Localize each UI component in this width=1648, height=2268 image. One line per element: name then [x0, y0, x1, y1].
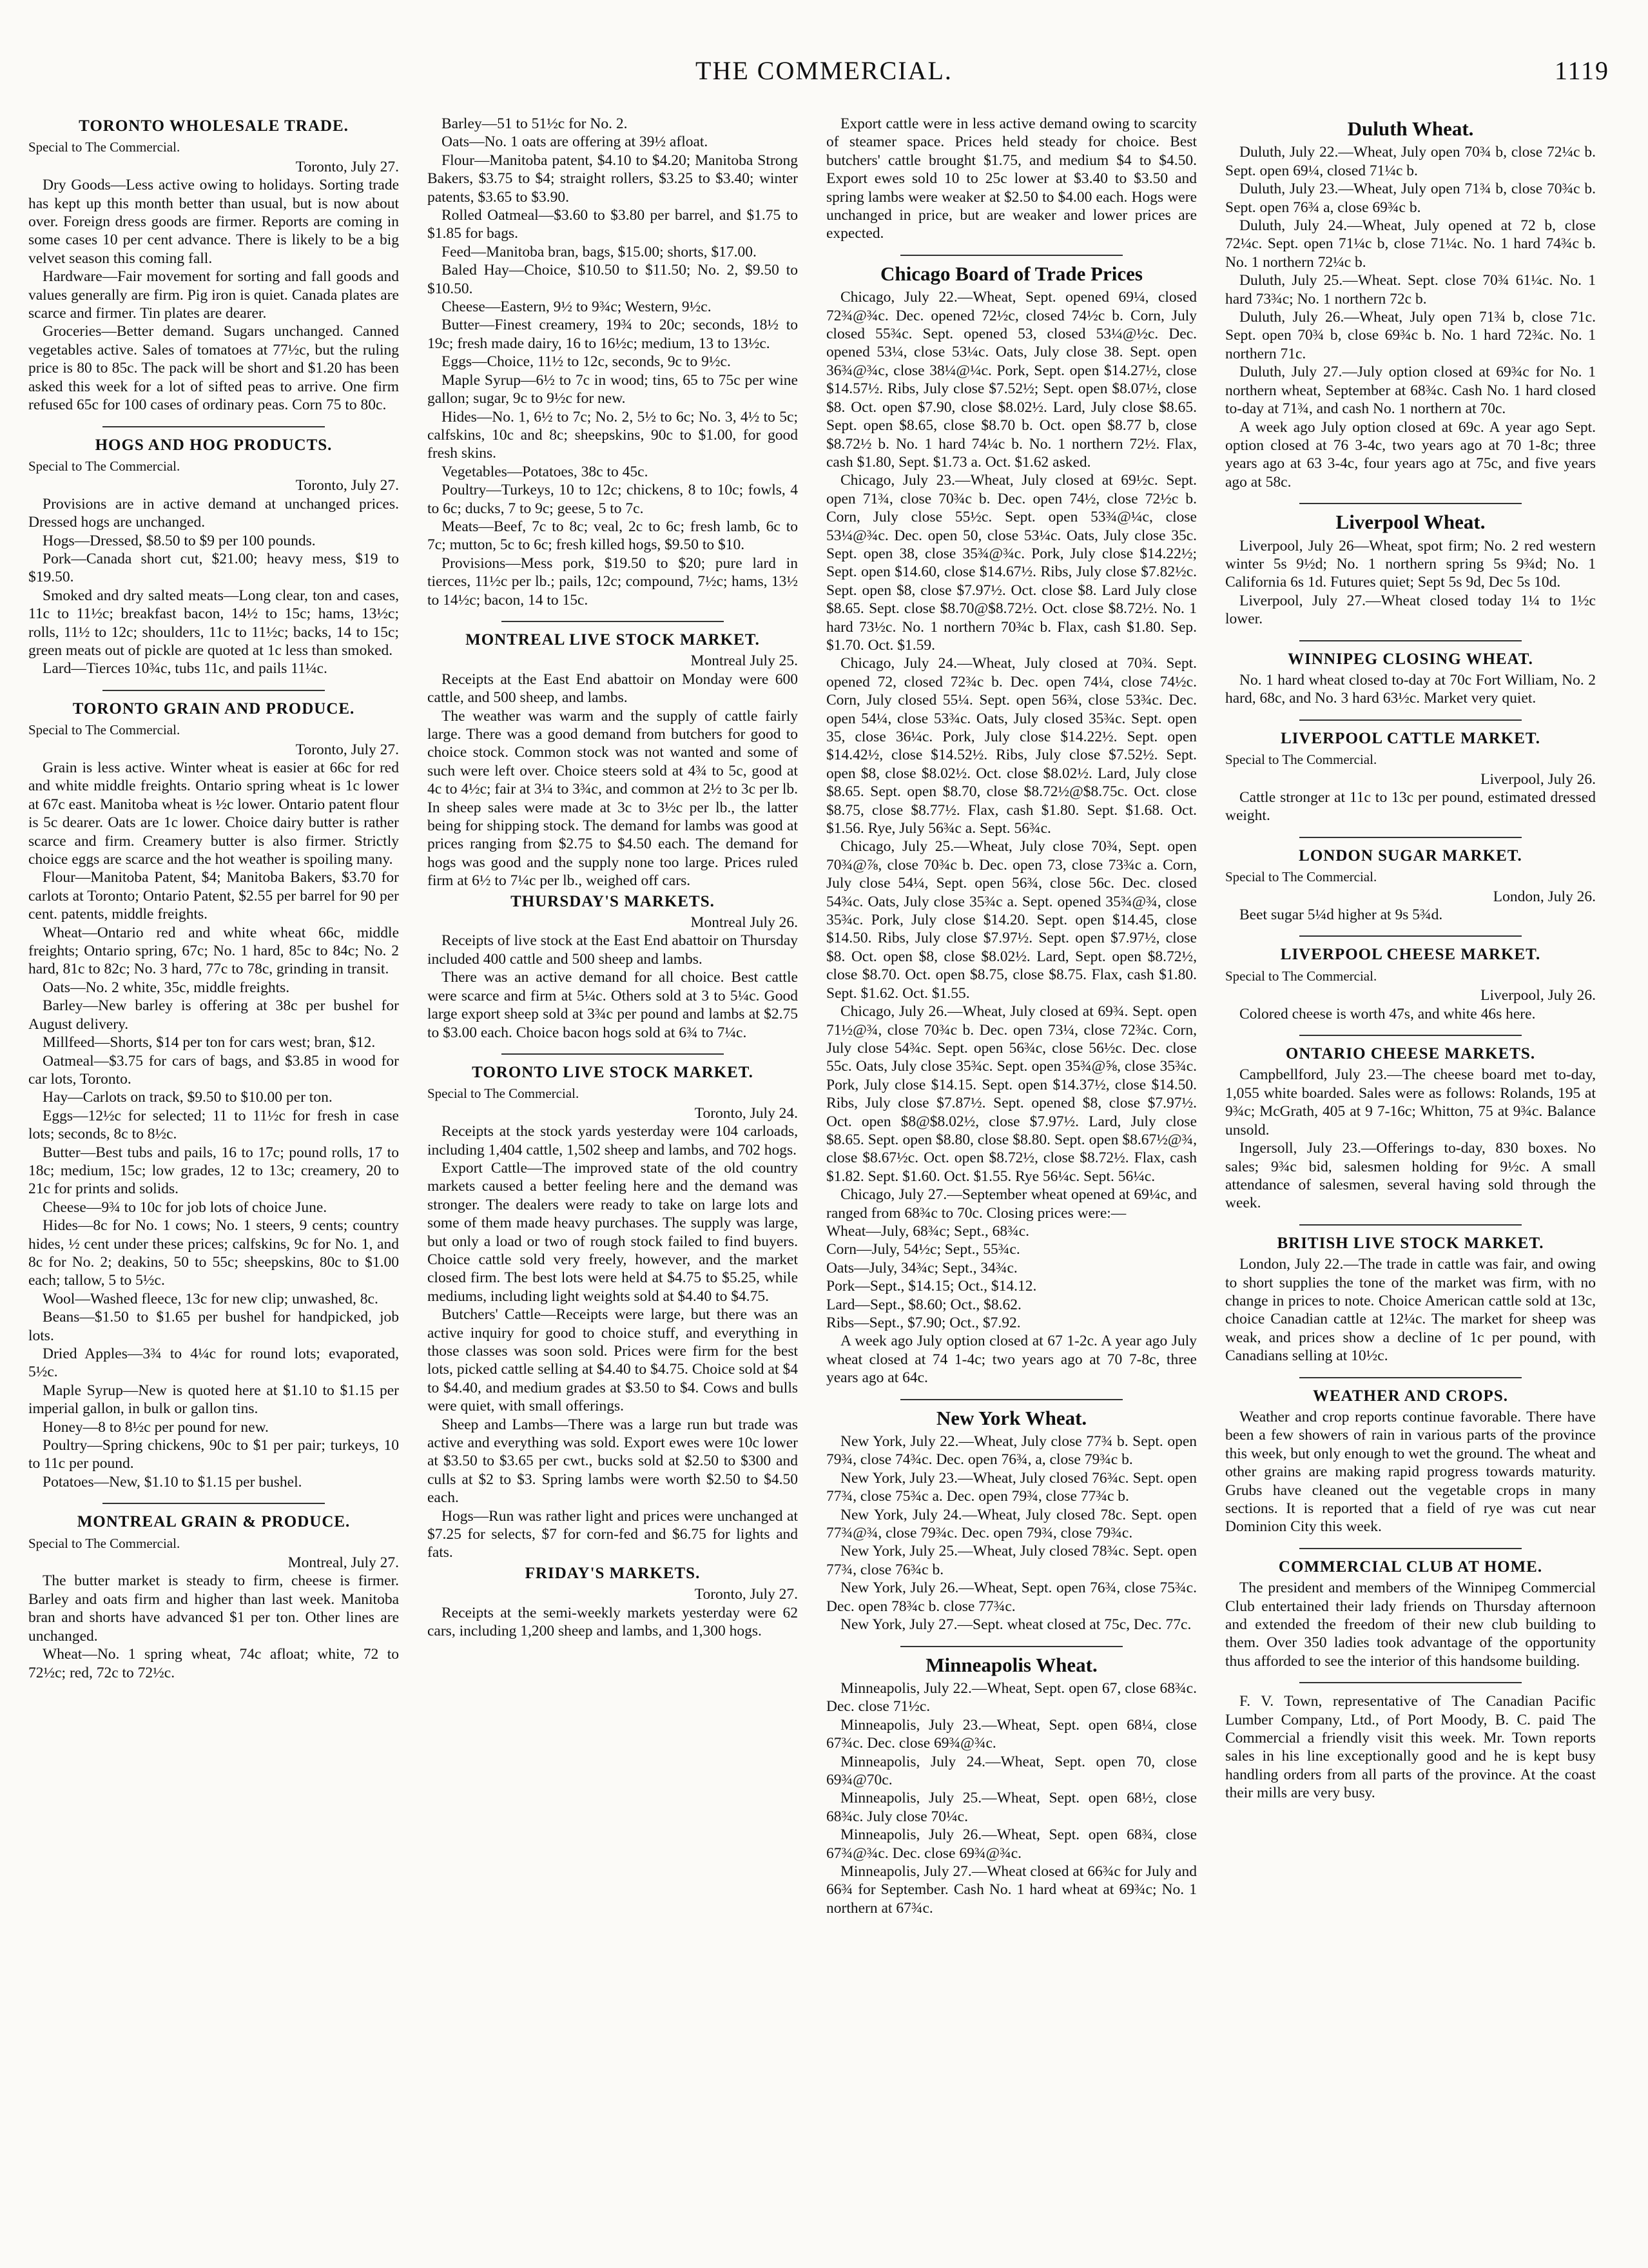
paragraph: No. 1 hard wheat closed to-day at 70c Fort William, No. 2 hard, 68c, and No. 3 hard 63½c. Market very quiet. [1225, 671, 1596, 707]
paragraph: Poultry—Turkeys, 10 to 12c; chickens, 8 to 10c; fowls, 4 to 6c; ducks, 7 to 9c; geese, 5 to 7c. [427, 482, 798, 517]
paragraph: Receipts of live stock at the East End abattoir on Thursday included 400 cattle and 500 sheep and lambs. [427, 932, 798, 968]
paragraph: Oats—No. 2 white, 35c, middle freights. [43, 979, 290, 996]
article-commercial-club [1225, 1558, 1596, 1670]
paragraph: New York, July 26.—Wheat, Sept. open 76¾, close 75¾c. Dec. open 78¾c b. close 77¾c. [826, 1579, 1197, 1615]
article-toronto-live-stock [427, 1064, 798, 1562]
article-chicago-board [826, 262, 1197, 1387]
divider [1299, 1035, 1522, 1036]
paragraph: There was an active demand for all choice. Best cattle were scarce and firm at 5¼c. Others sold at 3 to 5¼c. Good large export sheep sold at 3¾c per pound and lambs at $2.75 to $3.00 each. Choice bacon hogs sold at 6¾ to 7¼c. [427, 969, 798, 1041]
paragraph: Duluth, July 25.—Wheat. Sept. close 70¾ 61¼c. No. 1 hard 73¾c; No. 1 northern 72c b. [1225, 272, 1596, 308]
article-town-visit [1225, 1692, 1596, 1802]
source-line: Special to The Commercial. [1225, 869, 1377, 885]
dateline: London, July 26. [1493, 888, 1596, 905]
paragraph: New York, July 23.—Wheat, July closed 76¾c. Sept. open 77¾, close 75¾c a. Dec. open 79¾, close 77¾c b. [826, 1469, 1197, 1505]
divider [900, 1399, 1123, 1400]
paragraph: Chicago, July 22.—Wheat, Sept. opened 69¼, closed 72¾@¾c. Dec. opened 72½c, closed 74½c b. Corn, July closed 55¾c. Sept. opened 53, closed 53¼@½c. Dec. opened 53¼, close 53¼c. Oats, July close 38. Sept. open 36¾@¾c, close 38¼@¼c. Pork, Sept. open $14.27½, close $14.57½. Ribs, July close $7.52½; Sept. open $8.07½, close $8. Oct. open $7.90, close $8.02½. Lard, July close $8.65. Sept. open $8.65, close $8.70 b. Oct. open $8.77 b, close $8.72½ b. No. 1 hard 74¼c b. No. 1 northern 72½. Flax, cash $1.80, Sept. $1.73 a. Oct. $1.62 asked. [826, 289, 1197, 471]
masthead [39, 55, 1609, 94]
heading: New York Wheat. [936, 1406, 1087, 1429]
paragraph: Butter—Best tubs and pails, 16 to 17c; pound rolls, 17 to 18c; medium, 15c; low grades, 12 to 13c; creamery, 20 to 21c for prints and solids. [28, 1144, 399, 1198]
paragraph: Hogs—Dressed, $8.50 to $9 per 100 pounds. [43, 532, 316, 549]
divider [501, 621, 724, 622]
heading: WEATHER AND CROPS. [1313, 1387, 1508, 1405]
paragraph: Butchers' Cattle—Receipts were large, but there was an active inquiry for good to choice stuff, and everything in those classes was soon sold. Prices were firm for the best lots, picked cattle selling at $4.40 to $4.75. Choice sold at $4 to $4.40, and medium grades at $3.50 to $4. Cows and bulls were quiet, with small offerings. [427, 1306, 798, 1415]
paragraph: Wheat—No. 1 spring wheat, 74c afloat; white, 72 to 72½c; red, 72c to 72½c. [28, 1646, 399, 1681]
paragraph: Feed—Manitoba bran, bags, $15.00; shorts, $17.00. [441, 243, 757, 260]
divider [1299, 719, 1522, 721]
divider [1299, 935, 1522, 937]
article-toronto-grain [28, 700, 399, 1491]
paragraph: Rolled Oatmeal—$3.60 to $3.80 per barrel, and $1.75 to $1.85 for bags. [427, 207, 798, 242]
divider [1299, 837, 1522, 838]
paragraph: Maple Syrup—New is quoted here at $1.10 to $1.15 per imperial gallon, in bulk or gallon tins. [28, 1382, 399, 1418]
heading: Chicago Board of Trade Prices [880, 262, 1143, 285]
article-liverpool-cheese [1225, 946, 1596, 1023]
heading: FRIDAY'S MARKETS. [525, 1564, 701, 1582]
heading: Minneapolis Wheat. [926, 1653, 1098, 1676]
dateline: Toronto, July 27. [295, 741, 399, 758]
paragraph: Chicago, July 27.—September wheat opened at 69¼c, and ranged from 68¾c to 70c. Closing prices were:— [826, 1186, 1197, 1222]
dateline: Toronto, July 27. [295, 477, 399, 494]
paragraph: Beet sugar 5¼d higher at 9s 5¾d. [1239, 906, 1443, 924]
paragraph: Barley—New barley is offering at 38c per bushel for August delivery. [28, 997, 399, 1033]
paragraph: Honey—8 to 8½c per pound for new. [43, 1418, 269, 1436]
paragraph: Weather and crop reports continue favorable. There have been a few showers of rain in various parts of the province this week, but only enough to wet the ground. The wheat and other grains are making rapid progress towards maturity. Grubs have cleaned out the vegetable crops in many sections. It is reported that a field of rye was cut near Dominion City this week. [1225, 1408, 1596, 1536]
paragraph: Minneapolis, July 23.—Wheat, Sept. open 68¼, close 67¾c. Dec. close 69¾@¾c. [826, 1716, 1197, 1752]
paragraph: Duluth, July 24.—Wheat, July opened at 72 b, close 72¼c. Sept. open 71¼c b, close 71¼c. No. 1 hard 74¾c b. No. 1 northern 72¼c b. [1225, 217, 1596, 271]
paragraph: Millfeed—Shorts, $14 per ton for cars west; bran, $12. [43, 1034, 376, 1051]
paragraph: Flour—Manitoba patent, $4.10 to $4.20; Manitoba Strong Bakers, $3.75 to $4; straight rollers, $3.25 to $3.40; winter patents, $3.65 to $3.90. [427, 152, 798, 206]
article-hogs [28, 436, 399, 678]
paragraph: Cheese—Eastern, 9½ to 9¾c; Western, 9½c. [441, 298, 712, 316]
paragraph: Flour—Manitoba Patent, $4; Manitoba Bakers, $3.70 for carlots at Toronto; Ontario Patent, $2.55 per barrel for 90 per cent. patents, middle freights. [28, 869, 399, 923]
paragraph: Ingersoll, July 23.—Offerings to-day, 830 boxes. No sales; 9¾c bid, salesmen holding for 9½c. A small attendance of salesmen, several having sold through the week. [1225, 1140, 1596, 1212]
dateline: Toronto, July 27. [694, 1586, 798, 1603]
source-line: Special to The Commercial. [28, 139, 180, 155]
divider [1299, 1682, 1522, 1683]
divider [102, 690, 325, 691]
paragraph: Minneapolis, July 26.—Wheat, Sept. open 68¾, close 67¾@¾c. Dec. close 69¾@¾c. [826, 1826, 1197, 1862]
column-1 [28, 115, 399, 2242]
paragraph: The butter market is steady to firm, cheese is firmer. Barley and oats firm and higher than last week. Manitoba bran and shorts have advanced $1 per ton. Other lines are unchanged. [28, 1572, 399, 1645]
paragraph: The weather was warm and the supply of cattle fairly large. There was a good demand from butchers for good to choice stock. Common stock was not wanted and some of such were left over. Choice steers sold at 4¾ to 5c, good at 4c to 4½c; fair at 3¼ to 3¾c, and common at 2½ to 3c per lb. In sheep sales were made at 3c to 3½c per lb., the latter being for shipping stock. The demand for lambs was good at prices ranging from $2.75 to $4.50 each. The demand for hogs was good and the supply none too large. Prices ruled firm at 6½ to 7¼c per lb., weighed off cars. [427, 707, 798, 890]
article-london-sugar [1225, 847, 1596, 924]
source-line: Special to The Commercial. [1225, 752, 1377, 768]
paragraph: Cattle stronger at 11c to 13c per pound, estimated dressed weight. [1225, 789, 1596, 825]
paragraph: Provisions are in active demand at unchanged prices. Dressed hogs are unchanged. [28, 495, 399, 531]
source-line: Special to The Commercial. [28, 1535, 180, 1551]
paragraph: Colored cheese is worth 47s, and white 46s here. [1239, 1005, 1536, 1022]
paragraph: Oats—No. 1 oats are offering at 39½ afloat. [441, 133, 708, 151]
heading: Liverpool Wheat. [1335, 511, 1486, 534]
paragraph: Chicago, July 25.—Wheat, July close 70¾, Sept. open 70¾@⅞, close 70¾c b. Dec. open 73, close 73¾c a. Corn, July close 54¼, Sept. open 56¾, close 56c. Dec. closed 54¾c. Oats, July close 35¾c a. Sept. opened 35¾@¾, close 35¾c. Pork, July close $14.20. Sept. open $14.45, close $14.50. Ribs, July close $7.97½. Sept. open $7.97½, close $8. Oct. open $8, close $8.02½. Lard, Sept. open $8.72½, close $8.70. Oct. open $8.75, close $8.75. Flax, cash $1.80. Sept. $1.62. Oct. $1.55. [826, 838, 1197, 1002]
paragraph: Hogs—Run was rather light and prices were unchanged at $7.25 for selects, $7 for corn-fed and $6.75 for lights and fats. [427, 1507, 798, 1561]
article-montreal-grain-continued [427, 115, 798, 609]
paragraph: Eggs—12½c for selected; 11 to 11½c for fresh in case lots; seconds, 8c to 8½c. [28, 1107, 399, 1143]
divider [1299, 1377, 1522, 1378]
article-friday-markets [427, 1565, 798, 1641]
paragraph: New York, July 22.—Wheat, July close 77¾ b. Sept. open 79¾, close 74¾c. Dec. open 76¾, a, close 79¾c b. [826, 1433, 1197, 1469]
article-liverpool-wheat [1225, 513, 1596, 628]
page-number: 1119 [1554, 56, 1609, 85]
paragraph: New York, July 27.—Sept. wheat closed at 75c, Dec. 77c. [840, 1616, 1192, 1634]
paragraph: Wool—Washed fleece, 13c for new clip; unwashed, 8c. [43, 1290, 378, 1307]
paragraph: Groceries—Better demand. Sugars unchanged. Canned vegetables active. Sales of tomatoes at 77½c, but the ruling price is 80 to 85c. The pack will be short and $1.20 has been asked this week for a lot of sifted peas to arrive. One firm refused 65c for 100 cases of ordinary peas. Corn 75 to 80c. [28, 323, 399, 414]
dateline: Montreal July 26. [690, 914, 798, 932]
divider [900, 255, 1123, 256]
paragraph: Maple Syrup—6½ to 7c in wood; tins, 65 to 75c per wine gallon; sugar, 9c to 9½c for new. [427, 371, 798, 407]
paragraph: Receipts at the semi-weekly markets yesterday were 62 cars, including 1,200 sheep and lambs, and 1,300 hogs. [427, 1604, 798, 1640]
divider [1299, 640, 1522, 641]
article-ontario-cheese [1225, 1045, 1596, 1213]
divider [102, 426, 325, 427]
heading: TORONTO GRAIN AND PRODUCE. [72, 699, 355, 718]
divider [1299, 1224, 1522, 1226]
paragraph: Liverpool, July 27.—Wheat closed today 1¼ to 1½c lower. [1225, 592, 1596, 628]
dateline: Liverpool, July 26. [1480, 770, 1596, 788]
dateline: Liverpool, July 26. [1480, 987, 1596, 1004]
closing-price: Lard—Sept., $8.60; Oct., $8.62. [826, 1296, 1022, 1313]
heading: LONDON SUGAR MARKET. [1299, 846, 1522, 865]
paragraph: Chicago, July 26.—Wheat, July closed at 69¾. Sept. open 71½@¾, close 70¾c b. Dec. open 73¼, close 72¾c. Corn, July close 54¾c. Sept. open 56¾c, close 56½c. Dec. close 55c. Oats, July close 35¾c. Sept. open 35¾@⅝, close 35¾c. Pork, July close $14.15. Sept. open $14.37½, close $14.50. Ribs, July close $7.87½. Sept. opened $8, close $7.97½. Oct. open $8@$8.02½, close $7.97½. Lard, July close $8.65. Sept. open $8.80, close $8.80. Sept. open $8.67½@¾, close $8.67½c. Oct. open $8.72½, close $8.72½. Flax, cash $1.82. Sept. $1.60. Oct. $1.55. Rye 56¼c. Sept. 56¼c. [826, 1003, 1197, 1185]
heading: LIVERPOOL CHEESE MARKET. [1280, 946, 1541, 964]
paragraph: Butter—Finest creamery, 19¾ to 20c; seconds, 18½ to 19c; fresh made dairy, 16 to 16½c; medium, 13 to 13½c. [427, 317, 798, 352]
paragraph: Minneapolis, July 27.—Wheat closed at 66¾c for July and 66¾ for September. Cash No. 1 hard wheat at 69¾c; No. 1 northern at 67¾c. [826, 1862, 1197, 1917]
article-minneapolis-wheat [826, 1653, 1197, 1918]
paragraph: The president and members of the Winnipeg Commercial Club entertained their lady friends on Thursday afternoon and extended the freedom of their new club building to them. Over 350 ladies took advantage of the opportunity thus afforded to see the interior of this handsome building. [1225, 1579, 1596, 1670]
article-thursday-markets [427, 893, 798, 1042]
paragraph: Oatmeal—$3.75 for cars of bags, and $3.85 in wood for car lots, Toronto. [28, 1052, 399, 1088]
paragraph: Campbellford, July 23.—The cheese board met to-day, 1,055 white boarded. Sales were as follows: Rolands, 195 at 9¾c; McGrath, 405 at 9 7-16c; Whitton, 75 at 9¾c. Balance unsold. [1225, 1066, 1596, 1139]
paragraph: Sheep and Lambs—There was a large run but trade was active and everything was sold. Export ewes were 10c lower at $3.50 to $3.65 per cwt., bucks sold at $2.50 to $300 and culls at $2 to $3. Spring lambs were worth $2.50 to $4.50 each. [427, 1416, 798, 1507]
dateline: Montreal, July 27. [287, 1554, 399, 1572]
divider [900, 1646, 1123, 1647]
closing-price: Oats—July, 34¾c; Sept., 34¾c. [826, 1259, 1018, 1276]
divider [1299, 1548, 1522, 1549]
closing-price: Ribs—Sept., $7.90; Oct., $7.92. [826, 1315, 1021, 1331]
dateline: Montreal July 25. [690, 652, 798, 670]
paragraph: Vegetables—Potatoes, 38c to 45c. [441, 463, 648, 480]
closing-price: Pork—Sept., $14.15; Oct., $14.12. [826, 1278, 1037, 1295]
heading: HOGS AND HOG PRODUCTS. [95, 436, 333, 454]
paragraph: Hides—8c for No. 1 cows; No. 1 steers, 9 cents; country hides, ½ cent under these prices; calfskins, 9c for No. 1, and 8c for No. 2; deakins, 50 to 55c; sheepskins, 80c to $1.00 each; tallow, 5 to 5½c. [28, 1217, 399, 1289]
heading: COMMERCIAL CLUB AT HOME. [1278, 1558, 1543, 1576]
divider [102, 1503, 325, 1504]
paragraph: Receipts at the East End abattoir on Monday were 600 cattle, and 500 sheep, and lambs. [427, 670, 798, 707]
paragraph: Minneapolis, July 25.—Wheat, Sept. open 68½, close 68¾c. July close 70¼c. [826, 1790, 1197, 1825]
paragraph: Minneapolis, July 24.—Wheat, Sept. open 70, close 69¾@70c. [826, 1753, 1197, 1788]
source-line: Special to The Commercial. [1225, 968, 1377, 984]
paragraph: Smoked and dry salted meats—Long clear, ton and cases, 11c to 11½c; breakfast bacon, 14½ to 15c; hams, 13½c; rolls, 11½ to 12c; shoulders, 11c to 11½c; backs, 14 to 15c; green meats out of pickle are quoted at 1c less than smoked. [28, 587, 399, 659]
paragraph: Lard—Tierces 10¾c, tubs 11c, and pails 11¼c. [43, 660, 327, 678]
paragraph: Export Cattle—The improved state of the old country markets caused a better feeling here and the demand was stronger. The dealers were ready to take on large lots and some of them made heavy purchases. The supply was large, but only a load or two of rough stock failed to find buyers. Choice cattle sold very freely, however, and the market closed firm. The best lots were held at $4.75 to $5.25, while mediums, including light weights sold at $4.40 to $4.75. [427, 1159, 798, 1305]
paragraph: Dried Apples—3¾ to 4¼c for round lots; evaporated, 5½c. [28, 1345, 399, 1381]
dateline: Toronto, July 24. [694, 1104, 798, 1122]
heading: TORONTO LIVE STOCK MARKET. [472, 1063, 753, 1081]
heading: THURSDAY'S MARKETS. [510, 892, 715, 910]
paragraph: Pork—Canada short cut, $21.00; heavy mess, $19 to $19.50. [28, 550, 399, 586]
paragraph: Minneapolis, July 22.—Wheat, Sept. open 67, close 68¾c. Dec. close 71½c. [826, 1679, 1197, 1716]
paragraph: Meats—Beef, 7c to 8c; veal, 2c to 6c; fresh lamb, 6c to 7c; mutton, 5c to 6c; fresh killed hogs, $9.50 to $10. [427, 518, 798, 554]
heading: BRITISH LIVE STOCK MARKET. [1277, 1234, 1544, 1252]
paragraph: Barley—51 to 51½c for No. 2. [441, 115, 628, 132]
paragraph: Cheese—9¾ to 10c for job lots of choice June. [43, 1198, 327, 1216]
column-2 [427, 115, 798, 2242]
article-montreal-live-stock [427, 631, 798, 890]
heading: MONTREAL LIVE STOCK MARKET. [465, 631, 760, 649]
heading: WINNIPEG CLOSING WHEAT. [1288, 650, 1533, 668]
closing-price: Corn—July, 54½c; Sept., 55¾c. [826, 1241, 1020, 1258]
paragraph: Poultry—Spring chickens, 90c to $1 per pair; turkeys, 10 to 11c per pound. [28, 1437, 399, 1472]
article-winnipeg-closing [1225, 650, 1596, 708]
paragraph: Receipts at the stock yards yesterday were 104 carloads, including 1,404 cattle, 1,502 sheep and lambs, and 702 hogs. [427, 1123, 798, 1158]
paragraph: Export cattle were in less active demand owing to scarcity of steamer space. Prices held steady for choice. Best butchers' cattle brought $1.75, and medium $4 to $4.50. Export ewes sold 10 to 25c lower at $3.40 to $3.50 and spring lambs were weaker at $2.50 to $4.00 each. Hogs were unchanged in price, but are weaker and lower prices are expected. [826, 115, 1197, 242]
article-weather-crops [1225, 1387, 1596, 1536]
column-4 [1225, 115, 1596, 2242]
paragraph: Duluth, July 23.—Wheat, July open 71¾ b, close 70¾c b. Sept. open 76¾ a, close 69¾c b. [1225, 181, 1596, 216]
article-new-york-wheat [826, 1406, 1197, 1634]
heading: TORONTO WHOLESALE TRADE. [79, 117, 349, 135]
paragraph: Potatoes—New, $1.10 to $1.15 per bushel. [43, 1473, 302, 1491]
paragraph: Dry Goods—Less active owing to holidays. Sorting trade has kept up this month better than usual, but is now about over. Foreign dress goods are firmer. Reports are coming in some cases 10 per cent advance. There is likely to be a big velvet season this coming fall. [28, 177, 399, 267]
article-montreal-grain [28, 1513, 399, 1682]
masthead-title: THE COMMERCIAL. [695, 56, 953, 85]
source-line: Special to The Commercial. [28, 458, 180, 474]
paragraph: New York, July 24.—Wheat, July closed 78c. Sept. open 77¾@¾, close 79¾c. Dec. open 79¾, close 79¾c. [826, 1506, 1197, 1542]
article-liverpool-cattle [1225, 730, 1596, 825]
paragraph: Eggs—Choice, 11½ to 12c, seconds, 9c to 9½c. [441, 353, 731, 371]
paragraph: London, July 22.—The trade in cattle was fair, and owing to short supplies the tone of the market was firm, with no change in prices to note. Choice American cattle sold at 13c, choice Canadian cattle at 12¼c. The market for sheep was weak, and prices show a decline of 1c per pound, with Canadians selling at 10½c. [1225, 1256, 1596, 1365]
paragraph: Chicago, July 24.—Wheat, July closed at 70¾. Sept. opened 72, closed 72¾c b. Dec. open 74¼, close 74½c. Corn, July closed 55¼. Sept. open 56¾, close 53¾c. Dec. open 54¼, close 53¾c. Oats, July closed 35¾c. Sept. open 35, close 36¼c. Pork, July close $14.22½. Sept. open $14.42½, close $14.52½. Ribs, July close $7.52½. Sept. open $8, close $8.02½. Oct. close $8.02½. Lard, July close $8.65. Sept. open $8.70, close $8.72½@$8.75c. Oct. close $8.75, close $8.77½. Flax, cash $1.80. Sept. $1.68. Oct. $1.56. Rye, July 56¾c a. Sept. 56¾c. [826, 655, 1197, 837]
heading: MONTREAL GRAIN & PRODUCE. [77, 1513, 351, 1531]
paragraph: Beans—$1.50 to $1.65 per bushel for handpicked, job lots. [28, 1309, 399, 1344]
article-duluth-wheat [1225, 117, 1596, 491]
paragraph: Chicago, July 23.—Wheat, July closed at 69½c. Sept. open 71¾, close 70¾c b. Dec. open 74½, close 72½c b. Corn, July close 55½c. Sept. open 53¾@¼c, close 53¼@¾c. Dec. open 50, close 53¼c. Oats, July close 35c. Sept. open 38, close 35¾@¾c. Pork, July close $14.22½; Sept. open $14.60, close $14.67½. Ribs, July close $7.82½c. Sept. open $8, close $7.97½. Oct. close $8. Lard July close $8.65. Sept. close $8.70@$8.72½. Oct. close $8.72½. No. 1 hard 73½c. No. 1 northern 70¾c b. Flax, cash $1.80. Sep. $1.70. Oct. $1.59. [826, 472, 1197, 654]
article-british-live-stock [1225, 1235, 1596, 1365]
paragraph: Duluth, July 26.—Wheat, July open 71¾ b, close 71c. Sept. open 70¾ b, close 69¾c b. No. 1 hard 72¾c. No. 1 northern 71c. [1225, 309, 1596, 362]
paragraph: Grain is less active. Winter wheat is easier at 66c for red and white middle freights. Ontario spring wheat is 1c lower at 67c east. Manitoba wheat is ½c lower. Ontario patent flour is 5c dearer. Oats are 1c lower. Choice dairy butter is rather scarce and firm. Creamery butter is also firmer. Strictly choice eggs are scarce and the hot weather is spoiling many. [28, 759, 399, 868]
paragraph: Hardware—Fair movement for sorting and fall goods and values generally are firm. Pig iron is quiet. Canada plates are scarce and firmer. Tin plates are dearer. [28, 268, 399, 322]
paragraph: Duluth, July 22.—Wheat, July open 70¾ b, close 72¼c b. Sept. open 69¼, closed 71¼c b. [1225, 144, 1596, 179]
divider [501, 1053, 724, 1055]
paragraph: Hay—Carlots on track, $9.50 to $10.00 per ton. [43, 1089, 333, 1106]
paragraph: F. V. Town, representative of The Canadian Pacific Lumber Company, Ltd., of Port Moody, B. C. paid The Commercial a friendly visit this week. Mr. Town reports sales in his line exceptionally good and he is kept busy handling orders from all parts of the province. At the coast their mills are very busy. [1225, 1693, 1596, 1802]
paragraph: A week ago July option closed at 67 1-2c. A year ago July wheat closed at 74 1-4c; two years ago at 70 7-8c, three years ago at 64c. [826, 1333, 1197, 1387]
paragraph: Provisions—Mess pork, $19.50 to $20; pure lard in tierces, 11½c per lb.; pails, 12c; compound, 7½c; hams, 13½ to 14½c; bacon, 14 to 15c. [427, 554, 798, 609]
paragraph: Liverpool, July 26—Wheat, spot firm; No. 2 red western winter 5s 9½d; No. 1 northern spring 5s 9¾d; No. 1 California 6s 1d. Futures quiet; Sept 5s 9d, Dec 5s 10d. [1225, 537, 1596, 591]
closing-price: Wheat—July, 68¾c; Sept., 68¾c. [826, 1222, 1030, 1240]
paragraph: New York, July 25.—Wheat, July closed 78¾c. Sept. open 77¾, close 76¾c b. [826, 1543, 1197, 1578]
paragraph: A week ago July option closed at 69c. A year ago Sept. option closed at 76 3-4c, two years ago at 70 1-8c; three years ago at 63 3-4c, four years ago at 75c, and five years ago at 58c. [1225, 418, 1596, 491]
column-3 [826, 115, 1197, 2242]
paragraph: Baled Hay—Choice, $10.50 to $11.50; No. 2, $9.50 to $10.50. [427, 262, 798, 297]
paragraph: Hides—No. 1, 6½ to 7c; No. 2, 5½ to 6c; No. 3, 4½ to 5c; calfskins, 10c and 8c; sheepskins, 90c to $1.00, for good fresh skins. [427, 408, 798, 462]
divider [1299, 503, 1522, 504]
source-line: Special to The Commercial. [28, 722, 180, 738]
article-toronto-wholesale [28, 117, 399, 415]
dateline: Toronto, July 27. [295, 158, 399, 175]
paragraph: Wheat—Ontario red and white wheat 66c, middle freights; Ontario spring, 67c; No. 1 hard, 85c to 84c; No. 2 hard, 81c to 82c; No. 3 hard, 77c to 78c, grinding in transit. [28, 924, 399, 978]
heading: Duluth Wheat. [1347, 117, 1474, 140]
source-line: Special to The Commercial. [427, 1086, 579, 1102]
heading: LIVERPOOL CATTLE MARKET. [1281, 729, 1540, 747]
paragraph: Duluth, July 27.—July option closed at 69¾c for No. 1 northern wheat, September at 68¾c. Cash No. 1 hard closed to-day at 71¾, and cash No. 1 northern at 70c. [1225, 364, 1596, 418]
heading: ONTARIO CHEESE MARKETS. [1285, 1045, 1536, 1063]
